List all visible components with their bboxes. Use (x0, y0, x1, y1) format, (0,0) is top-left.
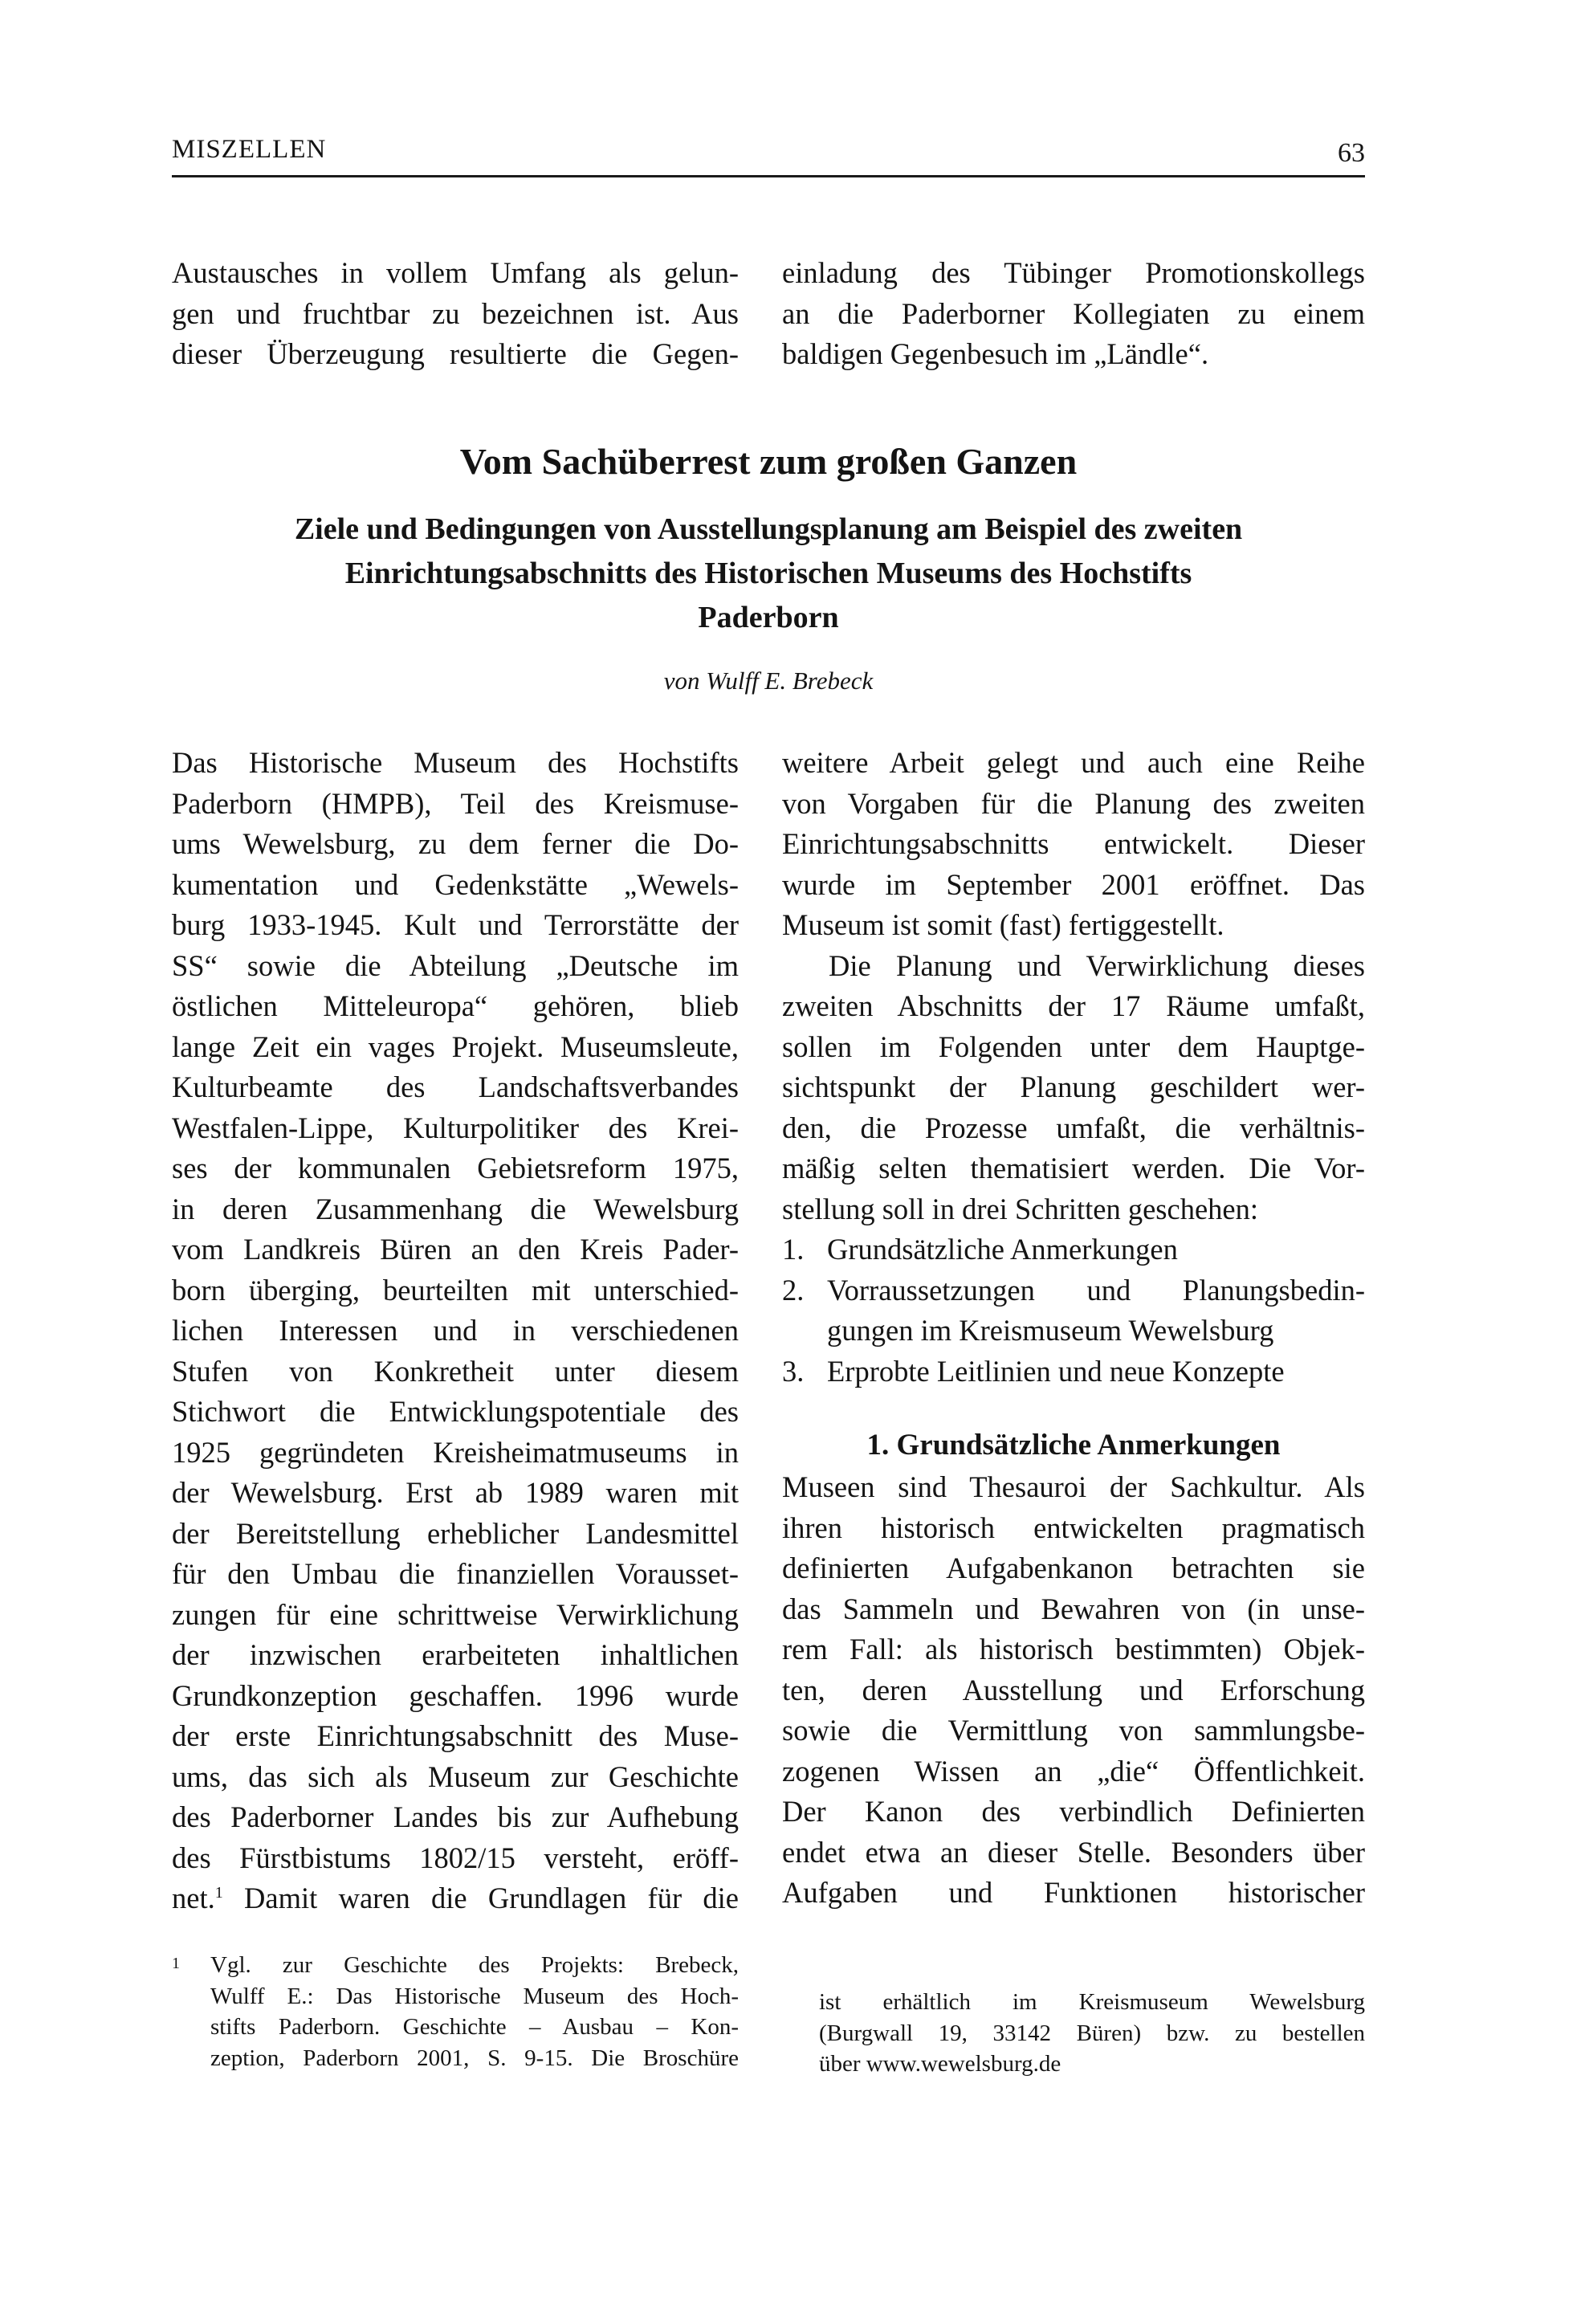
list-number: 3. (782, 1354, 805, 1388)
text-line: Das Historische Museum des Hochstifts (172, 746, 739, 779)
text-line: der erste Einrichtungsabschnitt des Muse- (172, 1719, 739, 1752)
text-line: in deren Zusammenhang die Wewelsburg (172, 1192, 739, 1225)
left-column (172, 743, 739, 1919)
text-line: der Bereitstellung erheblicher Landesmittel (172, 1516, 739, 1550)
right-column (782, 743, 1365, 1914)
text-line: SS“ sowie die Abteilung „Deutsche im (172, 948, 739, 982)
text-line: Einrichtungsabschnitts entwickelt. Dieser (782, 827, 1365, 860)
list-number: 2. (782, 1273, 805, 1307)
text-line: born überging, beurteilten mit unterschied- (172, 1273, 739, 1307)
text-line: an die Paderborner Kollegiaten zu einem (782, 296, 1365, 330)
text-line (172, 1878, 739, 1919)
text-line: Der Kanon des verbindlich Definierten (782, 1795, 1365, 1828)
footnote-reference[interactable]: 1 (214, 1883, 223, 1902)
text-line: von Vorgaben für die Planung des zweiten (782, 786, 1365, 820)
text-line: Erprobte Leitlinien und neue Konzepte (827, 1354, 1285, 1388)
text-line: der Wewelsburg. Erst ab 1989 waren mit (172, 1476, 739, 1509)
list-item (782, 1229, 1365, 1270)
footnote-line: zeption, Paderborn 2001, S. 9-15. Die Broschüre (210, 2045, 739, 2071)
subtitle-line: Einrichtungsabschnitts des Historischen Museums des Hochstifts (344, 557, 1192, 590)
footnote-right (819, 1987, 1365, 2080)
text-line: des Paderborner Landes bis zur Aufhebung (172, 1800, 739, 1833)
text-line: weitere Arbeit gelegt und auch eine Reihe (782, 746, 1365, 779)
text-line: zungen für eine schrittweise Verwirklichung (172, 1597, 739, 1631)
continuation-right (782, 253, 1365, 375)
text-line: Paderborn (HMPB), Teil des Kreismuse- (172, 786, 739, 820)
running-title: MISZELLEN (172, 135, 327, 164)
text-line: Grundsätzliche Anmerkungen (827, 1233, 1178, 1266)
text-line: lichen Interessen und in verschiedenen (172, 1314, 739, 1347)
text-line: ses der kommunalen Gebietsreform 1975, (172, 1152, 739, 1184)
text-line: zogenen Wissen an „die“ Öffentlichkeit. (782, 1754, 1365, 1788)
list-item (782, 1352, 1365, 1392)
text-line: einladung des Tübinger Promotionskollegs (782, 256, 1365, 289)
text-line: Die Planung und Verwirklichung dieses (829, 948, 1365, 982)
text-line: vom Landkreis Büren an den Kreis Pader- (172, 1233, 739, 1266)
text-line: des Fürstbistums 1802/15 versteht, eröff- (172, 1841, 739, 1874)
text-line: endet etwa an dieser Stelle. Besonders über (782, 1835, 1365, 1869)
footnote-line: stifts Paderborn. Geschichte – Ausbau – Kon- (210, 2014, 739, 2040)
text-line: für den Umbau die finanziellen Vorausset- (172, 1557, 739, 1590)
footnote-line: (Burgwall 19, 33142 Büren) bzw. zu bestellen (819, 2020, 1365, 2046)
continuation-left (172, 253, 739, 375)
text-line: burg 1933-1945. Kult und Terrorstätte der (172, 908, 739, 941)
text-line: sollen im Folgenden unter dem Hauptge- (782, 1029, 1365, 1063)
footnote-marker: 1 (172, 1955, 180, 1972)
text-line: lange Zeit ein vages Projekt. Museumsleute, (172, 1029, 739, 1063)
text-line: sichtspunkt der Planung geschildert wer- (782, 1070, 1365, 1103)
text-line: definierten Aufgabenkanon betrachten sie (782, 1551, 1365, 1584)
text-line: das Sammeln und Bewahren von (in unse- (782, 1592, 1365, 1625)
text-line: Kulturbeamte des Landschaftsverbandes (172, 1070, 739, 1103)
text-line: baldigen Gegenbesuch im „Ländle“. (782, 337, 1209, 370)
text-line: ten, deren Ausstellung und Erforschung (782, 1673, 1365, 1706)
page-number: 63 (1338, 138, 1365, 168)
text-line: Austausches in vollem Umfang als gelun- (172, 256, 739, 289)
text-line: ums, das sich als Museum zur Geschichte (172, 1759, 739, 1793)
text-line: wurde im September 2001 eröffnet. Das (782, 867, 1365, 901)
list-number: 1. (782, 1233, 805, 1266)
text-line: sowie die Vermittlung von sammlungsbe- (782, 1714, 1365, 1747)
text-fragment: Damit waren die Grundlagen für die (222, 1882, 739, 1914)
text-line: Westfalen-Lippe, Kulturpolitiker des Krei- (172, 1111, 739, 1144)
author-byline: von Wulff E. Brebeck (663, 667, 874, 695)
text-line: dieser Überzeugung resultierte die Gegen- (172, 337, 739, 370)
article-subtitle (172, 508, 1365, 640)
subtitle-line: Paderborn (698, 601, 839, 634)
text-line: Stichwort die Entwicklungspotentiale des (172, 1395, 739, 1428)
text-line: gen und fruchtbar zu bezeichnen ist. Aus (172, 296, 739, 330)
footnote-left (210, 1950, 739, 2073)
footnote-line: Vgl. zur Geschichte des Projekts: Brebeck, (210, 1952, 739, 1978)
text-line: rem Fall: als historisch bestimmten) Objek- (782, 1633, 1365, 1666)
text-line: östlichen Mitteleuropa“ gehören, blieb (172, 989, 739, 1022)
list-item (782, 1270, 1365, 1352)
article-title: Vom Sachüberrest zum großen Ganzen (459, 441, 1078, 482)
text-line: Stufen von Konkretheit unter diesem (172, 1354, 739, 1388)
text-line: mäßig selten thematisiert werden. Die Vor- (782, 1152, 1365, 1184)
header-rule (172, 175, 1365, 177)
footnote-line: Wulff E.: Das Historische Museum des Hoch- (210, 1983, 739, 2009)
text-fragment: net. (172, 1882, 215, 1914)
text-line: stellung soll in drei Schritten geschehen: (782, 1192, 1259, 1225)
section-heading: 1. Grundsätzliche Anmerkungen (866, 1429, 1281, 1462)
subtitle-line: Ziele und Bedingungen von Ausstellungsplanung am Beispiel des zweiten (294, 512, 1243, 546)
text-line: Aufgaben und Funktionen historischer (782, 1876, 1365, 1909)
text-line: kumentation und Gedenkstätte „Wewels- (172, 867, 739, 901)
text-line: gungen im Kreismuseum Wewelsburg (827, 1314, 1274, 1347)
text-line: Museen sind Thesauroi der Sachkultur. Als (782, 1470, 1365, 1503)
text-line: Vorraussetzungen und Planungsbedin- (827, 1273, 1365, 1307)
text-line: Grundkonzeption geschaffen. 1996 wurde (172, 1678, 739, 1712)
text-line: 1925 gegründeten Kreisheimatmuseums in (172, 1435, 739, 1469)
text-line: den, die Prozesse umfaßt, die verhältnis- (782, 1111, 1365, 1144)
text-line: der inzwischen erarbeiteten inhaltlichen (172, 1638, 739, 1671)
text-line: ums Wewelsburg, zu dem ferner die Do- (172, 827, 739, 860)
text-line: Museum ist somit (fast) fertiggestellt. (782, 908, 1224, 941)
footnote-line: über www.wewelsburg.de (819, 2051, 1061, 2077)
footnote-line: ist erhältlich im Kreismuseum Wewelsburg (819, 1989, 1365, 2015)
text-line: zweiten Abschnitts der 17 Räume umfaßt, (782, 989, 1365, 1022)
text-line: ihren historisch entwickelten pragmatisch (782, 1511, 1365, 1544)
